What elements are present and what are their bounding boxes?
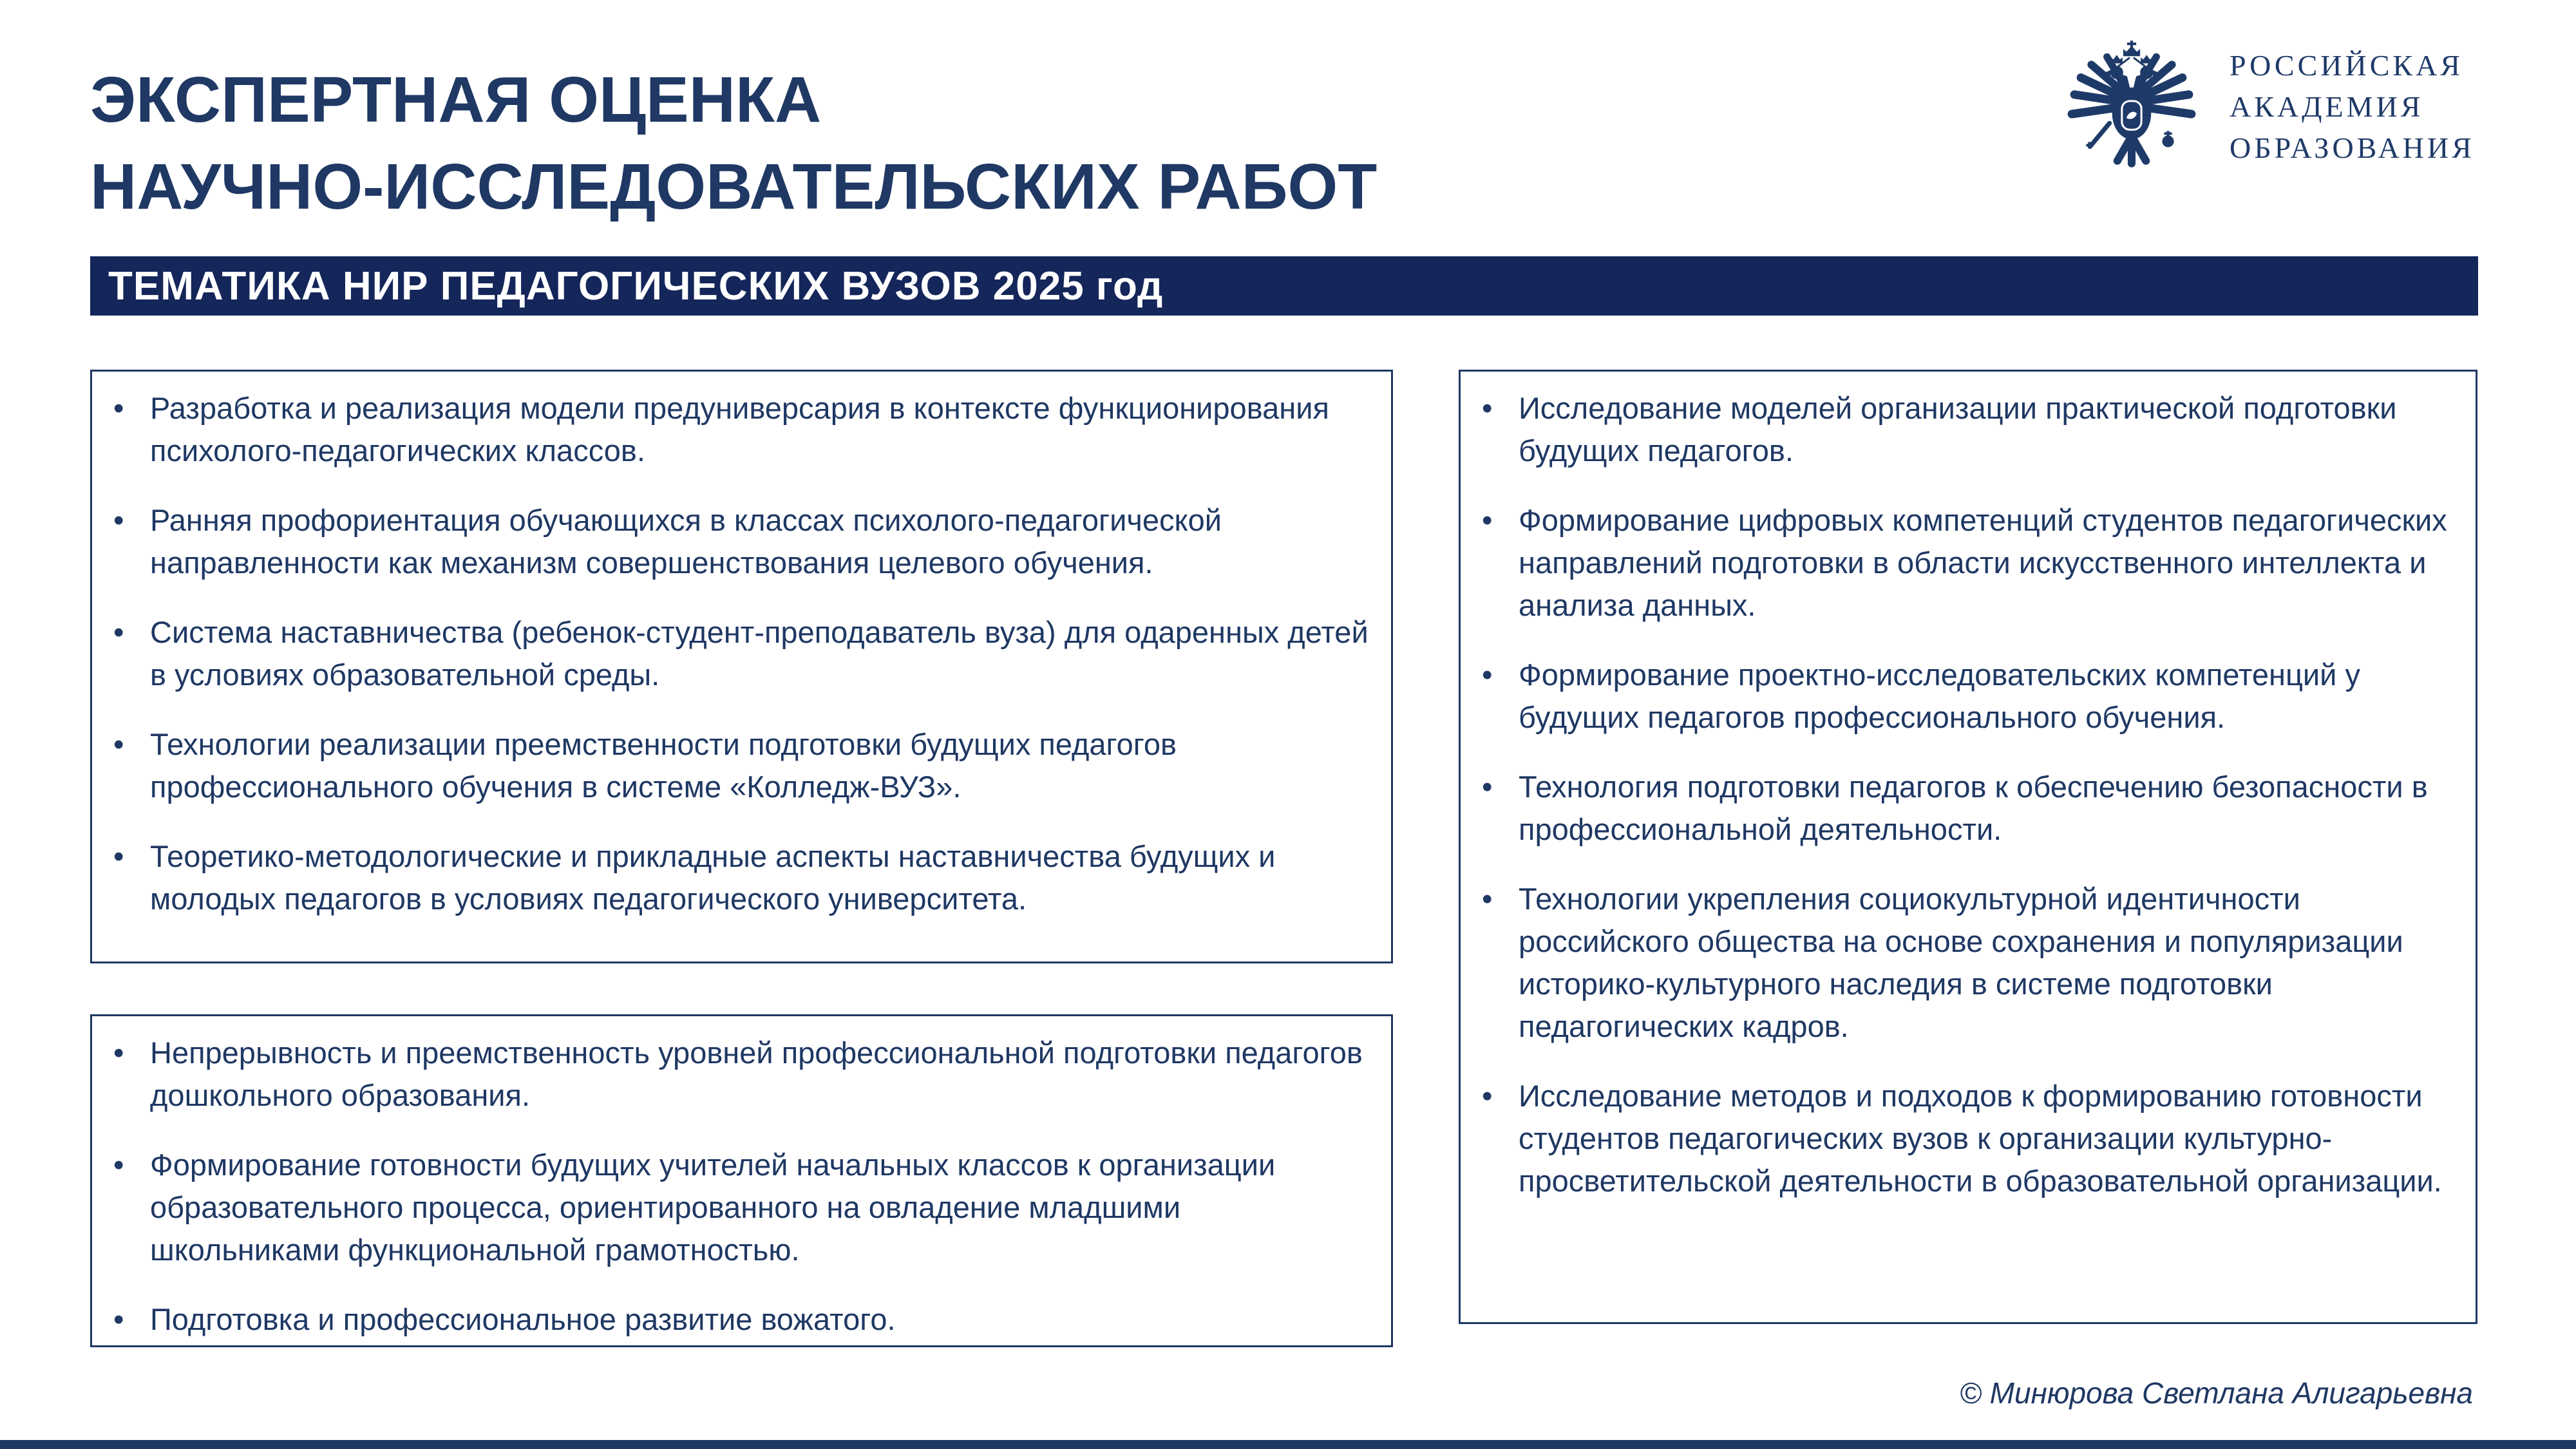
list-item xyxy=(92,835,1374,920)
list-item xyxy=(1461,499,2459,627)
topics-list-left-bottom xyxy=(92,1016,1391,1341)
bullet-icon: • xyxy=(113,615,124,649)
bullet-icon: • xyxy=(1482,1079,1493,1113)
list-item xyxy=(92,387,1374,472)
list-item xyxy=(1461,766,2459,851)
list-item xyxy=(92,1298,1374,1341)
topic-text: Формирование проектно-исследовательских компетенций у будущих педагогов профессионального обучения. xyxy=(1519,658,2360,734)
section-banner-label: ТЕМАТИКА НИР ПЕДАГОГИЧЕСКИХ ВУЗОВ 2025 год xyxy=(108,263,1164,308)
topics-box-left-top xyxy=(90,370,1393,963)
page-title xyxy=(90,57,1958,231)
list-item xyxy=(1461,387,2459,472)
topic-text: Теоретико-методологические и прикладные аспекты наставничества будущих и молодых педагогов в условиях педагогического университета. xyxy=(150,839,1276,916)
section-banner xyxy=(90,256,2478,316)
rao-logo xyxy=(2052,36,2496,178)
list-item xyxy=(1461,1075,2459,1202)
topic-text: Формирование цифровых компетенций студентов педагогических направлений подготовки в области искусственного интеллекта и анализа данных. xyxy=(1519,503,2447,622)
topics-list-right xyxy=(1461,372,2476,1202)
bullet-icon: • xyxy=(1482,658,1493,692)
topics-list-left-top xyxy=(92,372,1391,920)
topic-text: Формирование готовности будущих учителей начальных классов к организации образовательного процесса, ориентированного на овладение младшими школьниками функциональной грамотностью. xyxy=(150,1148,1276,1267)
bullet-icon: • xyxy=(113,839,124,873)
topic-text: Технологии реализации преемственности подготовки будущих педагогов профессионального обучения в системе «Колледж-ВУЗ». xyxy=(150,727,1177,804)
topics-box-right xyxy=(1459,370,2477,1324)
double-headed-eagle-icon xyxy=(2052,39,2211,175)
topic-text: Технологии укрепления социокультурной идентичности российского общества на основе сохранения и популяризации историко-культурного наследия в системе подготовки педагогических кадров. xyxy=(1519,882,2403,1043)
list-item xyxy=(92,1144,1374,1271)
list-item xyxy=(92,1032,1374,1117)
author-credit: © Минюрова Светлана Алигарьевна xyxy=(1959,1376,2473,1410)
topic-text: Исследование методов и подходов к формированию готовности студентов педагогических вузов к организации культурно-просветительской деятельности в образовательной организации. xyxy=(1519,1079,2442,1198)
list-item xyxy=(92,611,1374,696)
list-item xyxy=(1461,654,2459,739)
bullet-icon: • xyxy=(113,1302,124,1336)
rao-logo-text xyxy=(2230,45,2475,169)
rao-logo-line-2: АКАДЕМИЯ xyxy=(2230,90,2424,123)
bullet-icon: • xyxy=(113,391,124,425)
topic-text: Исследование моделей организации практической подготовки будущих педагогов. xyxy=(1519,391,2397,468)
page-title-line-2: НАУЧНО-ИССЛЕДОВАТЕЛЬСКИХ РАБОТ xyxy=(90,151,1378,223)
topic-text: Ранняя профориентация обучающихся в классах психолого-педагогической направленности как механизм совершенствования целевого обучения. xyxy=(150,503,1222,580)
topic-text: Непрерывность и преемственность уровней профессиональной подготовки педагогов дошкольного образования. xyxy=(150,1036,1363,1112)
rao-logo-line-3: ОБРАЗОВАНИЯ xyxy=(2230,131,2475,164)
topic-text: Подготовка и профессиональное развитие вожатого. xyxy=(150,1302,896,1336)
bottom-accent-bar xyxy=(0,1440,2576,1449)
topic-text: Система наставничества (ребенок-студент-преподаватель вуза) для одаренных детей в условиях образовательной среды. xyxy=(150,615,1368,692)
bullet-icon: • xyxy=(1482,391,1493,425)
page-title-line-1: ЭКСПЕРТНАЯ ОЦЕНКА xyxy=(90,64,822,136)
bullet-icon: • xyxy=(113,1148,124,1182)
topic-text: Разработка и реализация модели предуниверсария в контексте функционирования психолого-педагогических классов. xyxy=(150,391,1329,468)
list-item xyxy=(92,723,1374,808)
bullet-icon: • xyxy=(1482,770,1493,804)
bullet-icon: • xyxy=(1482,503,1493,537)
list-item xyxy=(1461,878,2459,1048)
list-item xyxy=(92,499,1374,584)
rao-logo-line-1: РОССИЙСКАЯ xyxy=(2230,49,2463,82)
topic-text: Технология подготовки педагогов к обеспечению безопасности в профессиональной деятельности. xyxy=(1519,770,2428,846)
topics-box-left-bottom xyxy=(90,1014,1393,1347)
bullet-icon: • xyxy=(113,1036,124,1070)
bullet-icon: • xyxy=(113,503,124,537)
bullet-icon: • xyxy=(113,727,124,761)
bullet-icon: • xyxy=(1482,882,1493,916)
